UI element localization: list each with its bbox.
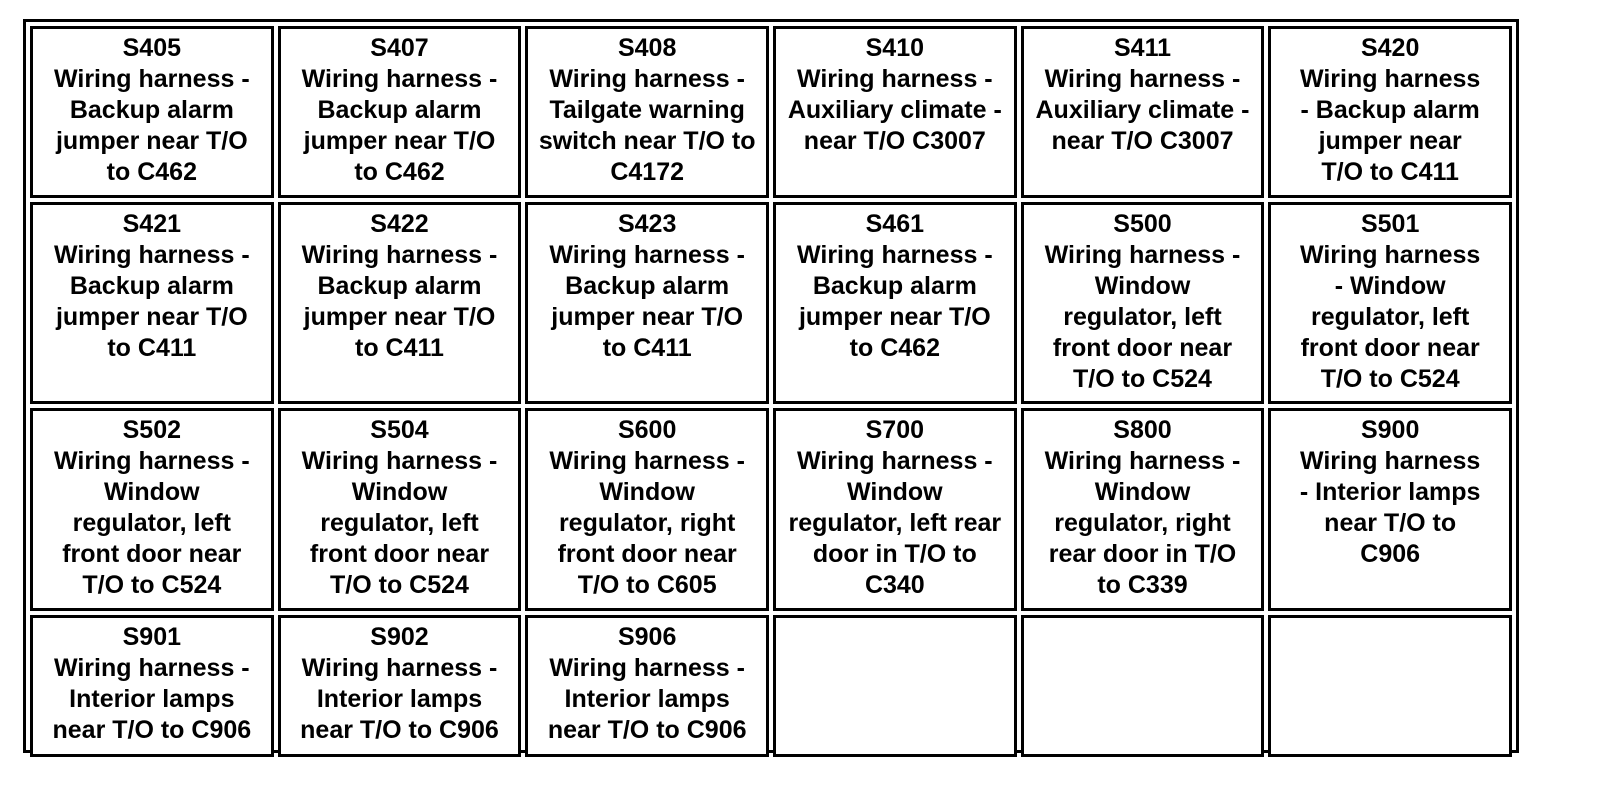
splice-cell — [1268, 26, 1512, 198]
splice-cell — [773, 202, 1017, 404]
splice-id: S504 — [370, 416, 429, 444]
splice-description: Wiring harness - Interior lamps near T/O to C906 — [547, 654, 747, 744]
splice-id: S420 — [1360, 34, 1420, 62]
splice-id: S411 — [1113, 34, 1171, 62]
splice-description: Wiring harness - Interior lamps near T/O to C906 — [300, 654, 499, 744]
splice-description: Wiring harness - Backup alarm jumper near T/O to C411 — [54, 241, 250, 362]
splice-id: S407 — [370, 34, 429, 62]
splice-id: S502 — [122, 416, 182, 444]
empty-cell — [773, 615, 1017, 757]
splice-description: Wiring harness - Window regulator, left rear door in T/O to C340 — [788, 447, 1002, 599]
splice-id: S500 — [1113, 210, 1172, 238]
splice-cell — [278, 202, 522, 404]
splice-cell — [1268, 408, 1512, 611]
splice-cell — [1021, 26, 1265, 198]
splice-id: S700 — [865, 416, 925, 444]
splice-description: Wiring harness - Tailgate warning switch near T/O to C4172 — [538, 65, 756, 186]
splice-description: Wiring harness - Interior lamps near T/O to C906 — [1299, 447, 1481, 568]
splice-id: S901 — [122, 623, 182, 651]
splice-cell — [278, 408, 522, 611]
splice-cell — [30, 202, 274, 404]
splice-id: S405 — [122, 34, 182, 62]
splice-cell — [773, 408, 1017, 611]
splice-cell — [30, 615, 274, 757]
splice-cell — [773, 26, 1017, 198]
splice-id: S501 — [1360, 210, 1420, 238]
splice-description: Wiring harness - Backup alarm jumper near T/O to C462 — [301, 65, 498, 186]
splice-cell — [30, 26, 274, 198]
splice-cell — [278, 615, 522, 757]
splice-description: Wiring harness - Backup alarm jumper near T/O to C462 — [797, 241, 993, 362]
splice-description: Wiring harness - Auxiliary climate - near T/O C3007 — [1035, 65, 1250, 155]
splice-id: S422 — [370, 210, 429, 238]
splice-cell — [1268, 202, 1512, 404]
splice-description: Wiring harness - Backup alarm jumper near T/O to C411 — [549, 241, 745, 362]
splice-description: Wiring harness - Interior lamps near T/O to C906 — [52, 654, 252, 744]
splice-description: Wiring harness - Backup alarm jumper near T/O to C462 — [54, 65, 250, 186]
splice-id: S408 — [617, 34, 677, 62]
splice-description: Wiring harness - Backup alarm jumper near T/O to C411 — [301, 241, 498, 362]
empty-cell — [1021, 615, 1265, 757]
splice-description: Wiring harness - Window regulator, right front door near T/O to C605 — [549, 447, 745, 599]
splice-description: Wiring harness - Window regulator, right rear door in T/O to C339 — [1044, 447, 1241, 599]
splice-id: S906 — [617, 623, 677, 651]
splice-id: S900 — [1360, 416, 1420, 444]
splice-id: S410 — [865, 34, 925, 62]
splice-id: S421 — [122, 210, 182, 238]
splice-table — [23, 19, 1519, 753]
splice-cell — [1021, 202, 1265, 404]
splice-description: Wiring harness - Window regulator, left front door near T/O to C524 — [54, 447, 250, 599]
splice-id: S461 — [865, 210, 925, 238]
splice-cell — [278, 26, 522, 198]
empty-cell — [1268, 615, 1512, 757]
splice-cell — [525, 408, 769, 611]
splice-description: Wiring harness - Backup alarm jumper near T/O to C411 — [1299, 65, 1481, 186]
splice-id: S423 — [617, 210, 677, 238]
splice-id: S600 — [617, 416, 677, 444]
splice-description: Wiring harness - Window regulator, left front door near T/O to C524 — [1044, 241, 1241, 393]
splice-description: Wiring harness - Window regulator, left front door near T/O to C524 — [301, 447, 498, 599]
splice-description: Wiring harness - Window regulator, left front door near T/O to C524 — [1299, 241, 1481, 393]
splice-grid — [30, 26, 1512, 746]
splice-cell — [1021, 408, 1265, 611]
splice-id: S902 — [370, 623, 429, 651]
splice-id: S800 — [1113, 416, 1172, 444]
splice-cell — [525, 615, 769, 757]
splice-cell — [30, 408, 274, 611]
splice-description: Wiring harness - Auxiliary climate - near T/O C3007 — [787, 65, 1002, 155]
splice-cell — [525, 26, 769, 198]
splice-cell — [525, 202, 769, 404]
